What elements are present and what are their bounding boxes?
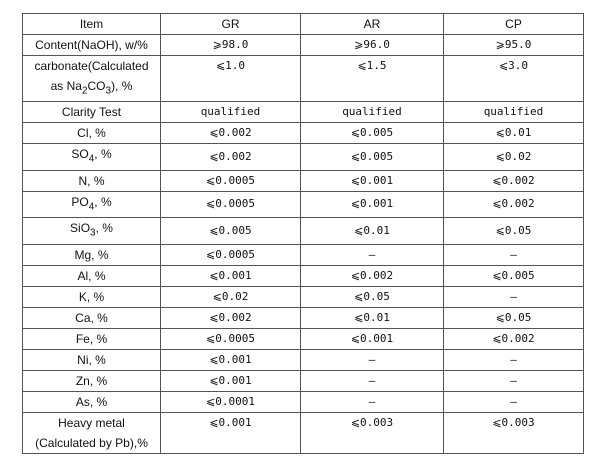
gr-value: ⩽0.001 (161, 412, 301, 453)
gr-value: ⩽0.001 (161, 370, 301, 391)
label-part: ), % (111, 79, 133, 93)
table-row (23, 191, 584, 217)
label-part: SO (71, 147, 89, 162)
table-row (23, 286, 584, 307)
ar-value: ⩽0.005 (301, 144, 444, 170)
table-row (23, 244, 584, 265)
table-row (23, 102, 584, 123)
label-part: as Na (50, 79, 82, 93)
gr-value: ⩽1.0 (161, 56, 301, 102)
ar-value: ⩽0.002 (301, 265, 444, 286)
row-label (23, 191, 161, 217)
row-label: Zn, % (23, 370, 161, 391)
ar-value: ⩽0.001 (301, 191, 444, 217)
cp-value: ⩽0.002 (444, 170, 584, 191)
table-row (23, 307, 584, 328)
row-label (23, 56, 161, 102)
ar-value: ⩽1.5 (301, 56, 444, 102)
header-gr: GR (161, 14, 301, 35)
ar-value: ⩽0.01 (301, 218, 444, 244)
subscript: 3 (105, 85, 112, 97)
header-ar: AR (301, 14, 444, 35)
header-cp: CP (444, 14, 584, 35)
cp-value: — (444, 349, 584, 370)
cp-value: — (444, 244, 584, 265)
subscript: 4 (88, 201, 95, 213)
row-label: Mg, % (23, 244, 161, 265)
gr-value: ⩽0.0001 (161, 391, 301, 412)
ar-value: — (301, 244, 444, 265)
table-row (23, 265, 584, 286)
gr-value: ⩽0.0005 (161, 191, 301, 217)
row-label: Ni, % (23, 349, 161, 370)
label-part: , % (94, 194, 112, 209)
cp-value: ⩽0.005 (444, 265, 584, 286)
row-label (23, 412, 161, 453)
ar-value: ⩽0.01 (301, 307, 444, 328)
gr-value: ⩾98.0 (161, 35, 301, 56)
cp-value: ⩽0.003 (444, 412, 584, 453)
ar-value: ⩽0.005 (301, 123, 444, 144)
subscript: 4 (88, 153, 95, 165)
row-label-line1: carbonate(Calculated (34, 59, 149, 73)
table-row (23, 328, 584, 349)
specification-table (22, 13, 584, 454)
table-row (23, 349, 584, 370)
row-label: Clarity Test (23, 102, 161, 123)
row-label: K, % (23, 286, 161, 307)
row-label: Ca, % (23, 307, 161, 328)
row-label-line2 (26, 76, 157, 101)
gr-value: ⩽0.001 (161, 265, 301, 286)
table-row (23, 123, 584, 144)
cp-value: ⩽0.01 (444, 123, 584, 144)
ar-value: ⩽0.05 (301, 286, 444, 307)
gr-value: ⩽0.002 (161, 123, 301, 144)
row-label: N, % (23, 170, 161, 191)
row-label-line2: (Calculated by Pb),% (35, 435, 148, 450)
label-part: , % (94, 147, 112, 162)
ar-value: ⩽0.001 (301, 170, 444, 191)
table-row (23, 391, 584, 412)
gr-value: ⩽0.001 (161, 349, 301, 370)
cp-value: ⩽0.02 (444, 144, 584, 170)
gr-value: ⩽0.0005 (161, 244, 301, 265)
table-row (23, 35, 584, 56)
row-label-text: Content(NaOH), w/% (35, 38, 148, 52)
cp-value: — (444, 391, 584, 412)
cp-value: ⩽3.0 (444, 56, 584, 102)
ar-value: ⩾96.0 (301, 35, 444, 56)
row-label (23, 35, 161, 56)
header-row (23, 14, 584, 35)
ar-value: qualified (301, 102, 444, 123)
gr-value: ⩽0.005 (161, 218, 301, 244)
ar-value: ⩽0.003 (301, 412, 444, 453)
ar-value: ⩽0.001 (301, 328, 444, 349)
row-label-line1: Heavy metal (58, 415, 125, 430)
cp-value: — (444, 286, 584, 307)
cp-value: ⩽0.05 (444, 307, 584, 328)
row-label: Cl, % (23, 123, 161, 144)
cp-value: qualified (444, 102, 584, 123)
label-part: CO (87, 79, 106, 93)
table-row (23, 144, 584, 170)
label-part: SiO (70, 221, 91, 236)
cp-value: ⩾95.0 (444, 35, 584, 56)
gr-value: ⩽0.002 (161, 144, 301, 170)
row-label (23, 144, 161, 170)
table-row (23, 412, 584, 453)
cp-value: ⩽0.002 (444, 328, 584, 349)
label-part: PO (71, 194, 89, 209)
gr-value: ⩽0.002 (161, 307, 301, 328)
row-label: Al, % (23, 265, 161, 286)
table-row (23, 218, 584, 244)
row-label: As, % (23, 391, 161, 412)
ar-value: — (301, 349, 444, 370)
subscript: 3 (90, 227, 96, 239)
label-part: , % (95, 221, 113, 236)
gr-value: qualified (161, 102, 301, 123)
gr-value: ⩽0.0005 (161, 170, 301, 191)
cp-value: ⩽0.05 (444, 218, 584, 244)
row-label (23, 218, 161, 244)
table-row (23, 56, 584, 102)
gr-value: ⩽0.02 (161, 286, 301, 307)
ar-value: — (301, 391, 444, 412)
row-label: Fe, % (23, 328, 161, 349)
header-item: Item (23, 14, 161, 35)
cp-value: ⩽0.002 (444, 191, 584, 217)
table-row (23, 170, 584, 191)
table-row (23, 370, 584, 391)
cp-value: — (444, 370, 584, 391)
subscript: 2 (81, 85, 88, 97)
ar-value: — (301, 370, 444, 391)
gr-value: ⩽0.0005 (161, 328, 301, 349)
